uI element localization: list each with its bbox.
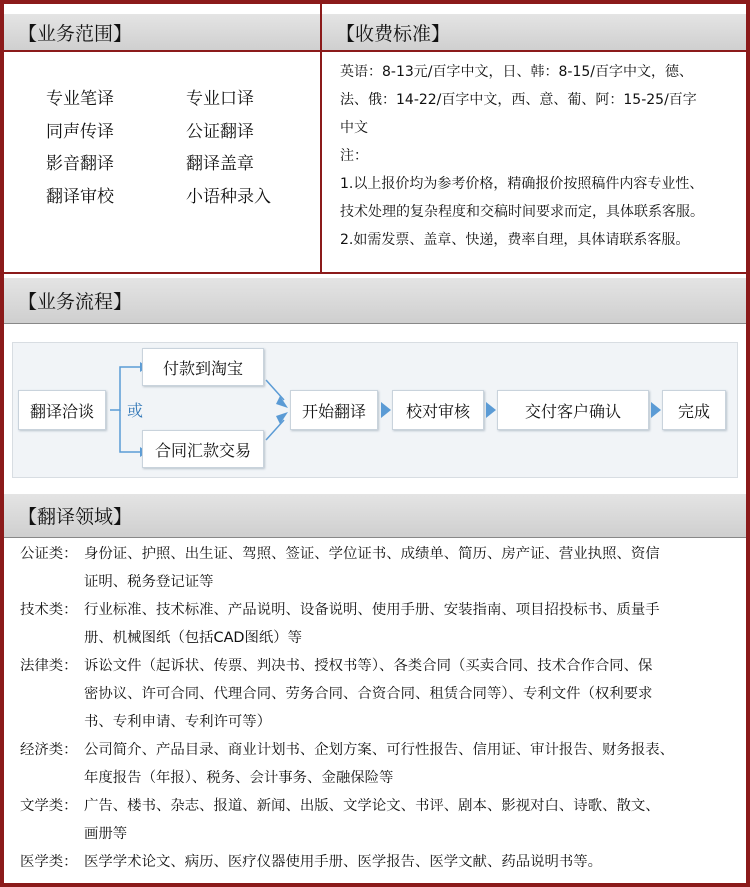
domain-header (4, 494, 746, 538)
flow-step-negotiate: 翻译洽谈 (18, 390, 106, 430)
domain-row (20, 652, 732, 736)
fee-note: 2.如需发票、盖章、快递，费率自理，具体请联系客服。 (340, 232, 690, 248)
domain-label: 公证类： (20, 546, 78, 562)
domain-line: 身份证、护照、出生证、驾照、签证、学位证书、成绩单、简历、房产证、营业执照、资信 (84, 546, 660, 562)
fee-note: 技术处理的复杂程度和交稿时间要求而定，具体联系客服。 (340, 204, 704, 220)
scope-title: 【业务范围】 (18, 23, 133, 45)
flow-title: 【业务流程】 (18, 291, 133, 313)
domain-line: 广告、楼书、杂志、报道、新闻、出版、文学论文、书评、剧本、影视对白、诗歌、散文、 (84, 798, 660, 814)
domain-label: 法律类： (20, 658, 78, 674)
domain-text (84, 596, 732, 652)
domain-line: 医学学术论文、病历、医疗仪器使用手册、医学报告、医学文献、药品说明书等。 (84, 854, 603, 870)
flow-or-label: 或 (127, 401, 144, 420)
fee-line: 英语：8-13元/百字中文，日、韩：8-15/百字中文，德、 (340, 64, 693, 80)
flow-step-review: 校对审核 (392, 390, 484, 430)
domain-text (84, 736, 732, 792)
fee-note: 1.以上报价均为参考价格，精确报价按照稿件内容专业性、 (340, 176, 704, 192)
domain-row (20, 792, 732, 848)
domain-text (84, 652, 732, 736)
service-item: 翻译盖章 (186, 154, 254, 174)
service-item: 专业口译 (186, 89, 254, 109)
connector-line (266, 380, 284, 400)
fee-line: 法、俄：14-22/百字中文，西、意、葡、阿：15-25/百字 (340, 92, 697, 108)
domain-row (20, 848, 732, 876)
fee-note-label: 注： (340, 148, 368, 164)
domain-line: 年度报告（年报）、税务、会计事务、金融保险等 (84, 770, 394, 786)
flow-step-start: 开始翻译 (290, 390, 378, 430)
domain-line: 公司简介、产品目录、商业计划书、企划方案、可行性报告、信用证、审计报告、财务报表、 (84, 742, 675, 758)
service-item: 影音翻译 (46, 154, 114, 174)
domain-label: 技术类： (20, 602, 78, 618)
service-item: 翻译审校 (46, 187, 114, 207)
domain-text (84, 540, 732, 596)
domain-line: 证明、税务登记证等 (84, 574, 214, 590)
flow-arrow-icon (486, 402, 496, 418)
flow-arrow-icon (381, 402, 391, 418)
service-item: 专业笔译 (46, 89, 114, 109)
domain-line: 行业标准、技术标准、产品说明、设备说明、使用手册、安装指南、项目招投标书、质量手 (84, 602, 660, 618)
flow-option-taobao: 付款到淘宝 (142, 348, 264, 386)
domain-text (84, 792, 732, 848)
fee-line: 中文 (340, 120, 368, 136)
domain-row (20, 540, 732, 596)
domain-label: 医学类： (20, 854, 78, 870)
domain-line: 密协议、许可合同、代理合同、劳务合同、合资合同、租赁合同等）、专利文件（权利要求 (84, 686, 653, 702)
domain-list (20, 540, 732, 876)
flow-step-deliver: 交付客户确认 (497, 390, 649, 430)
domain-text (84, 848, 732, 876)
domain-label: 经济类： (20, 742, 78, 758)
service-item: 同声传译 (46, 122, 114, 142)
domain-line: 书、专利申请、专利许可等） (84, 714, 272, 730)
flow-step-done: 完成 (662, 390, 726, 430)
service-item: 公证翻译 (186, 122, 254, 142)
domain-line: 诉讼文件（起诉状、传票、判决书、授权书等）、各类合同（买卖合同、技术合作合同、保 (84, 658, 653, 674)
fee-title: 【收费标准】 (336, 23, 451, 45)
domain-label: 文学类： (20, 798, 78, 814)
domain-row (20, 596, 732, 652)
connector-line (266, 420, 284, 440)
domain-line: 画册等 (84, 826, 128, 842)
flow-arrow-icon (651, 402, 661, 418)
domain-row (20, 736, 732, 792)
domain-line: 册、机械图纸（包括CAD图纸）等 (84, 630, 303, 646)
flow-option-contract: 合同汇款交易 (142, 430, 264, 468)
service-item: 小语种录入 (186, 187, 271, 207)
domain-title: 【翻译领域】 (18, 506, 133, 528)
